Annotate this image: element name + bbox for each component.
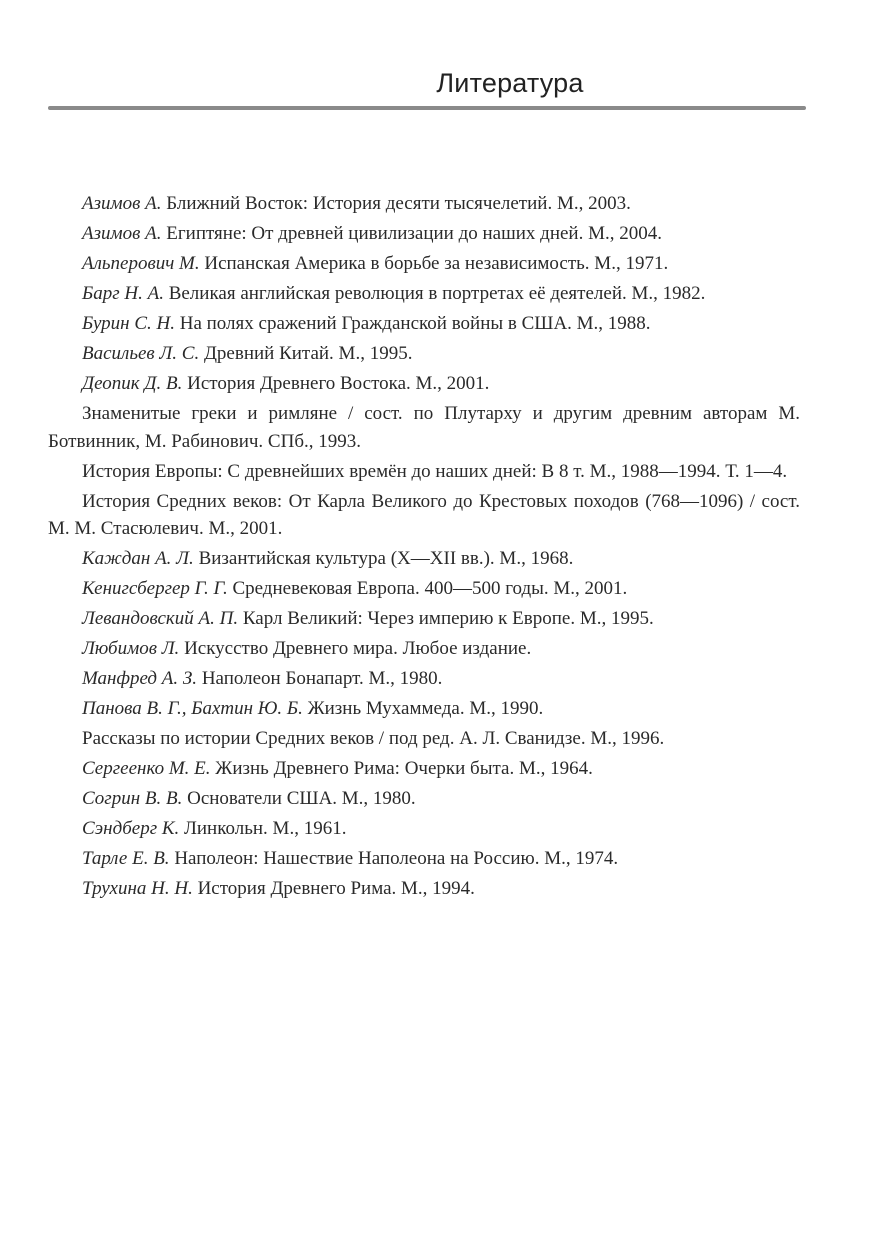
page-title: Литература [436, 68, 584, 98]
entry-author: Деопик Д. В. [82, 373, 183, 394]
entry-author: Барг Н. А. [82, 283, 164, 304]
entry-text: Искусство Древнего мира. Любое издание. [184, 638, 532, 659]
bibliography-entry [48, 370, 800, 398]
entry-text: Карл Великий: Через империю к Европе. М., 1995. [242, 608, 654, 629]
bibliography-entry [48, 250, 800, 278]
entry-author: Тарле Е. В. [82, 848, 170, 869]
entry-text: Рассказы по истории Средних веков / под ред. А. Л. Сванидзе. М., 1996. [82, 728, 665, 749]
bibliography-entry [48, 695, 800, 723]
entry-text: История Европы: С древнейших времён до наших дней: В 8 т. М., 1988—1994. Т. 1—4. [82, 460, 788, 482]
entry-text: Наполеон Бонапарт. М., 1980. [201, 668, 443, 689]
bibliography-entry [48, 785, 800, 813]
entry-text: Испанская Америка в борьбе за независимость. М., 1971. [204, 253, 669, 274]
bibliography-entry [48, 725, 800, 753]
entry-author: Сэндберг К. [82, 818, 180, 839]
bibliography-entry [48, 635, 800, 663]
entry-text: Линкольн. М., 1961. [184, 818, 347, 839]
bibliography-entry [48, 545, 800, 573]
entry-text: Жизнь Древнего Рима: Очерки быта. М., 1964. [215, 758, 593, 779]
entry-text: Византийская культура (X—XII вв.). М., 1968. [198, 548, 574, 569]
bibliography-entry [48, 310, 800, 338]
entry-text: Знаменитые греки и римляне / сост. по Плутарху и другим древним авторам М. Ботвинник, М. Рабинович. СПб., 1993. [48, 403, 800, 452]
entry-author: Манфред А. З. [82, 668, 198, 689]
entry-author: Азимов А. [82, 223, 162, 244]
bibliography-entry [48, 340, 800, 368]
bibliography-entry [48, 665, 800, 693]
entry-author: Трухина Н. Н. [82, 878, 193, 899]
entry-author: Каждан А. Л. [82, 548, 194, 569]
entry-author: Панова В. Г., Бахтин Ю. Б. [82, 698, 303, 719]
bibliography-entry [48, 400, 800, 455]
entry-text: Средневековая Европа. 400—500 годы. М., 2001. [232, 578, 628, 599]
entry-author: Согрин В. В. [82, 788, 183, 809]
bibliography-entry [48, 575, 800, 603]
bibliography-entry [48, 458, 800, 486]
bibliography-list [48, 190, 800, 905]
entry-text: Древний Китай. М., 1995. [203, 343, 413, 364]
bibliography-entry [48, 605, 800, 633]
bibliography-entry [48, 845, 800, 873]
bibliography-entry [48, 875, 800, 903]
entry-text: История Средних веков: От Карла Великого до Крестовых походов (768—1096) / сост. М. М. Стасюлевич. М., 2001. [48, 490, 800, 539]
bibliography-entry [48, 190, 800, 218]
entry-text: Основатели США. М., 1980. [187, 788, 416, 809]
entry-author: Альперович М. [82, 253, 200, 274]
title-divider [48, 106, 806, 110]
entry-author: Васильев Л. С. [82, 343, 200, 364]
entry-author: Азимов А. [82, 193, 162, 214]
bibliography-entry [48, 488, 800, 543]
entry-text: История Древнего Рима. М., 1994. [197, 878, 475, 899]
entry-text: На полях сражений Гражданской войны в США. М., 1988. [179, 313, 651, 334]
entry-author: Любимов Л. [82, 638, 180, 659]
entry-author: Левандовский А. П. [82, 608, 239, 629]
bibliography-entry [48, 755, 800, 783]
entry-text: История Древнего Востока. М., 2001. [187, 373, 490, 394]
entry-author: Кенигсбергер Г. Г. [82, 578, 228, 599]
entry-text: Ближний Восток: История десяти тысячелетий. М., 2003. [166, 193, 631, 214]
bibliography-entry [48, 220, 800, 248]
entry-text: Жизнь Мухаммеда. М., 1990. [307, 698, 544, 719]
entry-author: Сергеенко М. Е. [82, 758, 211, 779]
entry-author: Бурин С. Н. [82, 313, 175, 334]
entry-text: Великая английская революция в портретах её деятелей. М., 1982. [168, 283, 706, 304]
entry-text: Египтяне: От древней цивилизации до наших дней. М., 2004. [166, 223, 662, 244]
bibliography-entry [48, 280, 800, 308]
bibliography-entry [48, 815, 800, 843]
entry-text: Наполеон: Нашествие Наполеона на Россию. М., 1974. [174, 848, 619, 869]
